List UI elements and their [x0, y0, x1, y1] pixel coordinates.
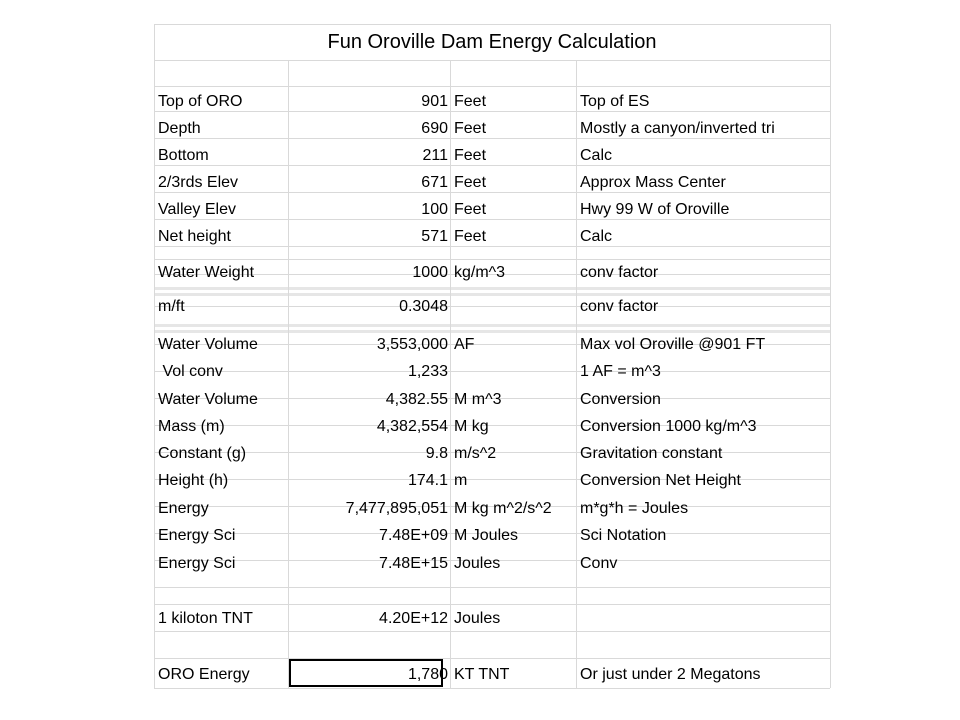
selected-cell-highlight[interactable] [289, 659, 443, 687]
row-note[interactable]: Conversion [580, 391, 661, 408]
row-value[interactable]: 671 [421, 174, 448, 191]
row-unit[interactable]: m/s^2 [454, 445, 497, 462]
row-label[interactable]: Net height [158, 228, 231, 245]
row-value[interactable]: 7.48E+09 [379, 527, 448, 544]
row-label[interactable]: Depth [158, 120, 201, 137]
grid-line [154, 587, 830, 588]
row-value[interactable]: 1,780 [407, 666, 448, 683]
grid-line [154, 324, 830, 327]
grid-line [154, 688, 830, 689]
row-unit[interactable] [454, 359, 576, 385]
row-value[interactable]: 1,233 [407, 363, 448, 380]
row-label[interactable]: Water Volume [158, 391, 258, 408]
row-unit[interactable]: KT TNT [454, 666, 510, 683]
row-label[interactable]: Height (h) [158, 472, 229, 489]
row-note[interactable] [580, 606, 830, 632]
row-unit[interactable]: m [454, 472, 468, 489]
row-unit[interactable]: Joules [454, 555, 501, 572]
row-label[interactable]: Top of ORO [158, 93, 243, 110]
row-unit[interactable]: kg/m^3 [454, 264, 506, 281]
row-value[interactable]: 100 [421, 201, 448, 218]
row-note[interactable]: Hwy 99 W of Oroville [580, 201, 730, 218]
row-value[interactable]: 4,382,554 [376, 418, 448, 435]
row-value[interactable]: 690 [421, 120, 448, 137]
row-label[interactable]: Constant (g) [158, 445, 247, 462]
row-note[interactable]: Conversion 1000 kg/m^3 [580, 418, 757, 435]
row-label[interactable]: Energy Sci [158, 555, 236, 572]
row-unit[interactable]: AF [454, 336, 475, 353]
row-note[interactable]: Approx Mass Center [580, 174, 726, 191]
row-value[interactable]: 901 [421, 93, 448, 110]
grid-line [154, 24, 830, 25]
row-unit[interactable]: Feet [454, 120, 487, 137]
row-unit[interactable]: Feet [454, 201, 487, 218]
row-unit[interactable]: Feet [454, 174, 487, 191]
row-label[interactable]: ORO Energy [158, 666, 250, 683]
row-note[interactable]: Mostly a canyon/inverted tri [580, 120, 775, 137]
row-note[interactable]: Top of ES [580, 93, 650, 110]
row-label[interactable]: 2/3rds Elev [158, 174, 239, 191]
grid-line [154, 658, 830, 659]
grid-line [154, 287, 830, 290]
grid-line [154, 24, 155, 688]
grid-line [450, 60, 451, 688]
row-label[interactable]: Water Volume [158, 336, 258, 353]
grid-line [154, 60, 830, 61]
row-value[interactable]: 3,553,000 [376, 336, 448, 353]
row-unit[interactable]: M m^3 [454, 391, 502, 408]
row-value[interactable]: 4.20E+12 [379, 610, 448, 627]
row-unit[interactable]: Joules [454, 610, 501, 627]
grid-line [288, 60, 289, 688]
row-label[interactable]: Valley Elev [158, 201, 236, 218]
row-note[interactable]: m*g*h = Joules [580, 500, 689, 517]
row-value[interactable]: 211 [422, 147, 448, 164]
row-label[interactable]: 1 kiloton TNT [158, 610, 253, 627]
row-label[interactable]: Energy Sci [158, 527, 236, 544]
row-note[interactable]: Calc [580, 147, 613, 164]
row-unit[interactable] [454, 294, 576, 320]
row-note[interactable]: Sci Notation [580, 527, 667, 544]
row-value[interactable]: 571 [421, 228, 448, 245]
row-unit[interactable]: Feet [454, 228, 487, 245]
row-label[interactable]: Mass (m) [158, 418, 225, 435]
row-note[interactable]: conv factor [580, 264, 659, 281]
row-note[interactable]: Or just under 2 Megatons [580, 666, 761, 683]
grid-line [154, 604, 830, 605]
grid-line [830, 24, 831, 688]
sheet-title: Fun Oroville Dam Energy Calculation [327, 31, 657, 53]
row-value[interactable]: 0.3048 [399, 298, 448, 315]
row-value[interactable]: 9.8 [425, 445, 448, 462]
row-value[interactable]: 1000 [412, 264, 448, 281]
row-unit[interactable]: M kg [454, 418, 489, 435]
row-unit[interactable]: Feet [454, 147, 487, 164]
row-label[interactable]: Bottom [158, 147, 209, 164]
grid-line [154, 86, 830, 87]
row-note[interactable]: 1 AF = m^3 [580, 363, 661, 380]
row-note[interactable]: conv factor [580, 298, 659, 315]
row-note[interactable]: Gravitation constant [580, 445, 723, 462]
row-note[interactable]: Conversion Net Height [580, 472, 741, 489]
spreadsheet [154, 24, 830, 688]
row-value[interactable]: 7.48E+15 [379, 555, 448, 572]
row-label[interactable]: Vol conv [158, 363, 223, 380]
row-note[interactable]: Max vol Oroville @901 FT [580, 336, 766, 353]
row-unit[interactable]: M kg m^2/s^2 [454, 500, 552, 517]
row-unit[interactable]: Feet [454, 93, 487, 110]
row-label[interactable]: Energy [158, 500, 209, 517]
row-note[interactable]: Conv [580, 555, 618, 572]
row-value[interactable]: 4,382.55 [385, 391, 448, 408]
row-label[interactable]: m/ft [158, 298, 185, 315]
row-value[interactable]: 7,477,895,051 [345, 500, 448, 517]
grid-line [576, 60, 577, 688]
row-note[interactable]: Calc [580, 228, 613, 245]
row-value[interactable]: 174.1 [407, 472, 448, 489]
row-unit[interactable]: M Joules [454, 527, 519, 544]
row-label[interactable]: Water Weight [158, 264, 255, 281]
